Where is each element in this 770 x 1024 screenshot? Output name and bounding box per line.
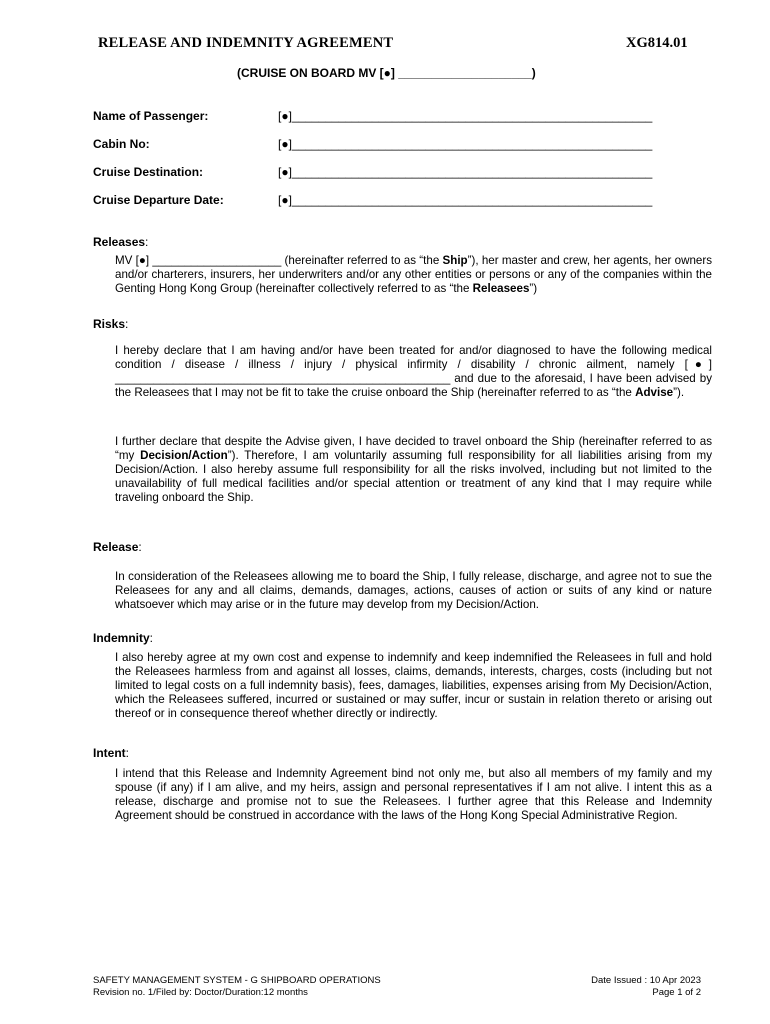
intent-heading: Intent: <box>93 746 130 760</box>
passenger-name-label: Name of Passenger: <box>93 109 209 123</box>
document-title: RELEASE AND INDEMNITY AGREEMENT <box>98 35 394 51</box>
footer-revision: Revision no. 1/Filed by: Doctor/Duration:12 months <box>93 987 308 998</box>
cabin-no-label: Cabin No: <box>93 137 150 151</box>
releases-paragraph: MV [●] ____________________ (hereinafter referred to as “the Ship”), her master and crew, her agents, her owners and/or charterers, insurers, her underwriters and/or any other entities or persons or any of the companies within the Genting Hong Kong Group (hereinafter collectively referred to as “the Releasees”) <box>115 254 712 295</box>
document-code: XG814.01 <box>626 35 688 51</box>
departure-date-field[interactable]: [●]______________________________________________________ <box>278 193 653 207</box>
departure-date-label: Cruise Departure Date: <box>93 193 224 207</box>
risks-paragraph-2: I further declare that despite the Advise given, I have decided to travel onboard the Ship (hereinafter referred to as “my Decision/Action”). Therefore, I am voluntarily assuming full responsibility for all liabilities arising from my Decision/Action. I also hereby assume full responsibility for all the risks involved, including but not limited to the unavailability of full medical facilities and/or special attention or treatment of any kind that I may require while traveling onboard the Ship. <box>115 435 712 504</box>
footer-system: SAFETY MANAGEMENT SYSTEM - G SHIPBOARD OPERATIONS <box>93 975 381 986</box>
document-subtitle: (CRUISE ON BOARD MV [●] ____________________) <box>237 66 536 80</box>
cabin-no-field[interactable]: [●]______________________________________________________ <box>278 137 653 151</box>
indemnity-heading: Indemnity: <box>93 631 154 645</box>
footer-date-issued: Date Issued : 10 Apr 2023 <box>591 975 701 986</box>
intent-paragraph: I intend that this Release and Indemnity Agreement bind not only me, but also all members of my family and my spouse (if any) if I am alive, and my heirs, assign and personal representatives if I am not alive. I intent this as a release, discharge and promise not to sue the Releasees. I further agree that this Release and Indemnity Agreement should be construed in accordance with the laws of the Hong Kong Special Administrative Region. <box>115 767 712 822</box>
cruise-destination-label: Cruise Destination: <box>93 165 204 179</box>
passenger-name-field[interactable]: [●]______________________________________________________ <box>278 109 653 123</box>
risks-heading: Risks: <box>93 317 129 331</box>
indemnity-paragraph: I also hereby agree at my own cost and expense to indemnify and keep indemnified the Releasees in full and hold the Releasees harmless from and against all losses, claims, demands, interests, charges, costs (including but not limited to legal costs on a full indemnity basis), fees, damages, liabilities, expenses arising from My Decision/Action, which the Releasees suffered, incurred or sustained or may suffer, incur or sustain in relation thereto or arising out thereof or in consequence thereof whether directly or indirectly. <box>115 651 712 720</box>
cruise-destination-field[interactable]: [●]______________________________________________________ <box>278 165 653 179</box>
risks-paragraph-1: I hereby declare that I am having and/or have been treated for and/or diagnosed to have the following medical condition / disease / illness / injury / physical infirmity / disability / chronic ailment, namely [●] ____________________________________________________ and due to the aforesaid, I have been advised by the Releasees that I may not be fit to take the cruise onboard the Ship (hereinafter referred to as “the Advise”). <box>115 344 712 399</box>
release-paragraph: In consideration of the Releasees allowing me to board the Ship, I fully release, discharge, and agree not to sue the Releasees for any and all claims, demands, damages, actions, causes of action or suits of any kind or nature whatsoever which may arise or in the future may develop from my Decision/Action. <box>115 570 712 611</box>
release-heading: Release: <box>93 540 142 554</box>
footer-page-number: Page 1 of 2 <box>652 987 701 998</box>
releases-heading: Releases: <box>93 235 149 249</box>
